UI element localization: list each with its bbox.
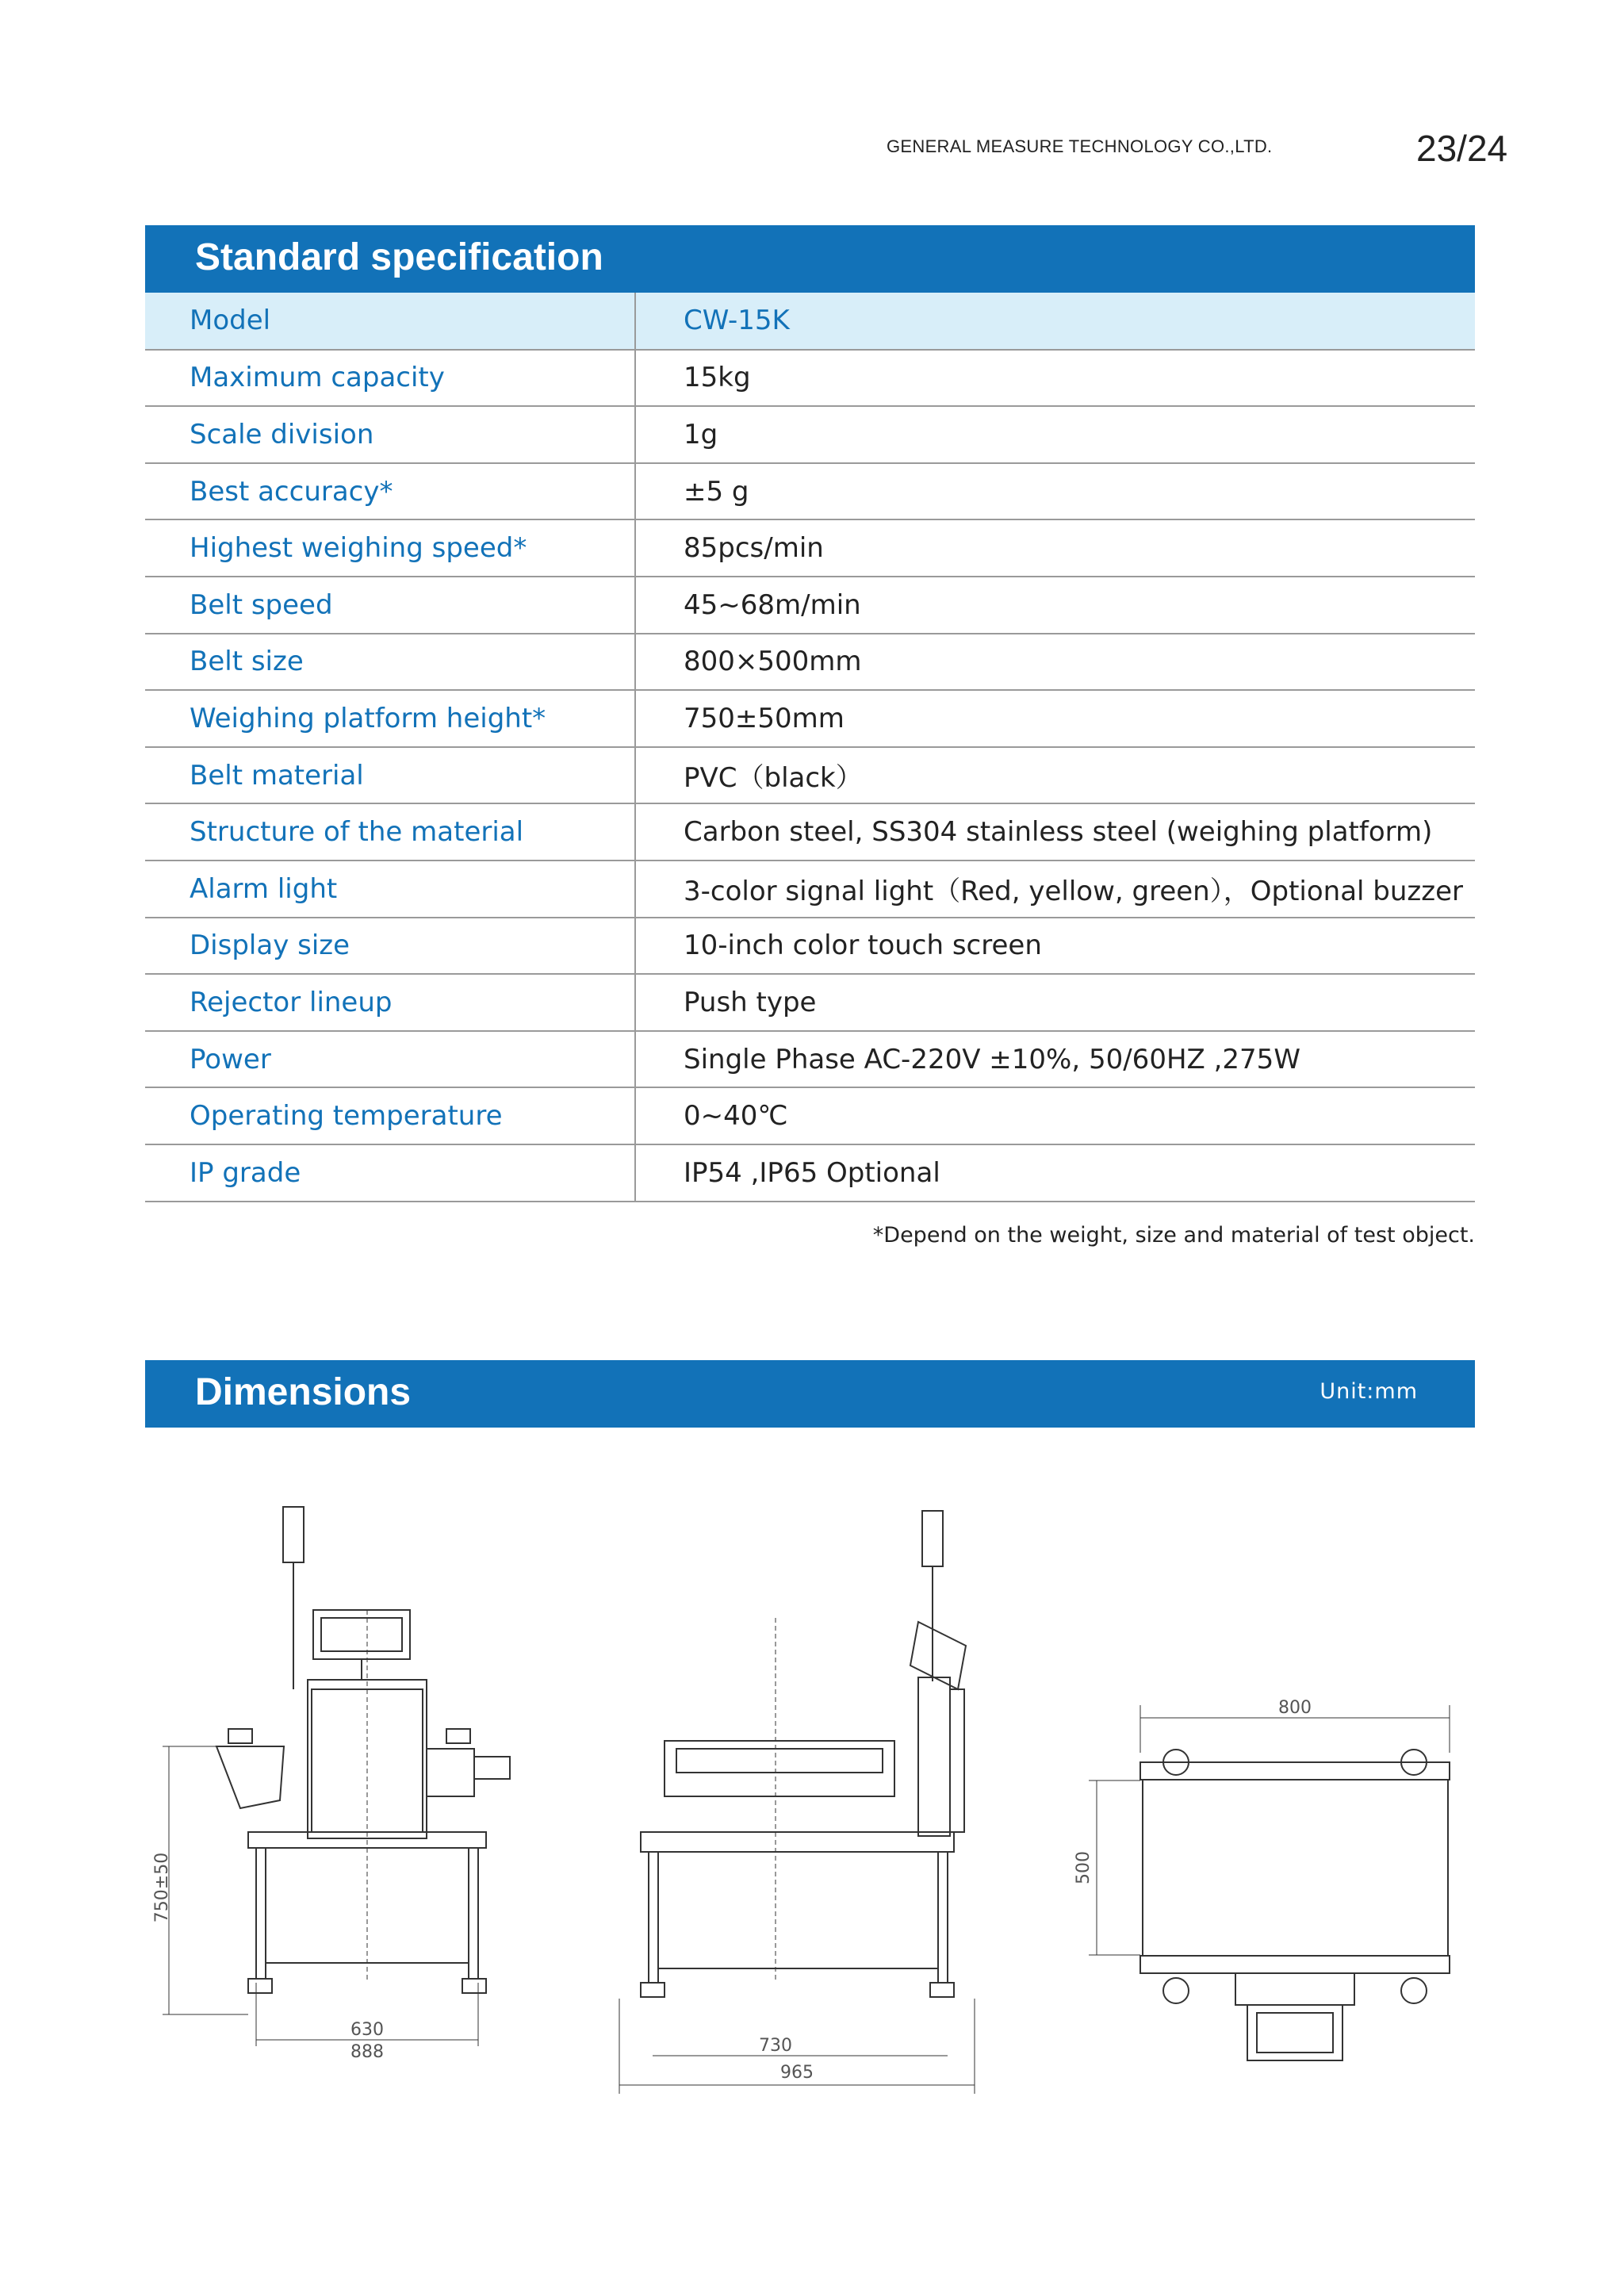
spec-value: 800×500mm [635,634,1475,691]
spec-row [145,974,1475,1031]
spec-value: 0~40℃ [635,1087,1475,1144]
spec-value: Single Phase AC-220V ±10%, 50/60HZ ,275W [635,1031,1475,1088]
dimensions-section-title: Dimensions [195,1371,412,1413]
spec-value: CW-15K [635,293,1475,350]
spec-row [145,463,1475,520]
spec-label: Structure of the material [145,803,635,861]
spec-row [145,406,1475,463]
spec-row [145,861,1475,918]
spec-table [145,293,1475,1202]
spec-label: Operating temperature [145,1087,635,1144]
spec-row [145,747,1475,804]
page-number: 23/24 [1416,128,1508,169]
spec-row [145,690,1475,747]
spec-row [145,918,1475,975]
spec-label: Power [145,1031,635,1088]
company-name: GENERAL MEASURE TECHNOLOGY CO.,LTD. [887,136,1273,156]
front-outer-width: 888 [350,2042,384,2062]
spec-value: 750±50mm [635,690,1475,747]
spec-label: Alarm light [145,861,635,918]
spec-row [145,634,1475,691]
spec-label: IP grade [145,1144,635,1202]
spec-label: Scale division [145,406,635,463]
dimension-drawings [145,1467,1475,2125]
top-view-drawing [1074,1698,1450,2060]
side-inner-width: 730 [759,2036,792,2056]
spec-value: PVC（black） [635,747,1475,804]
top-belt-width: 500 [1074,1851,1094,1884]
spec-value: 45~68m/min [635,577,1475,634]
spec-label: Belt material [145,747,635,804]
spec-section-header [145,225,1475,293]
spec-value: 15kg [635,350,1475,407]
spec-value: 3-color signal light（Red, yellow, green），Optional buzzer [635,861,1475,918]
spec-row [145,519,1475,577]
spec-row [145,803,1475,861]
spec-label: Weighing platform height* [145,690,635,747]
spec-row [145,577,1475,634]
spec-label: Display size [145,918,635,975]
spec-label: Belt speed [145,577,635,634]
spec-label: Best accuracy* [145,463,635,520]
spec-value: Push type [635,974,1475,1031]
spec-value: 10-inch color touch screen [635,918,1475,975]
top-belt-length: 800 [1278,1698,1312,1718]
side-outer-width: 965 [780,2063,814,2083]
spec-section-title: Standard specification [195,236,603,278]
spec-label: Rejector lineup [145,974,635,1031]
footnote: *Depend on the weight, size and material of test object. [872,1223,1475,1248]
dimensions-unit: Unit:mm [1320,1379,1418,1404]
spec-value: 85pcs/min [635,519,1475,577]
dimensions-section-header [145,1360,1475,1428]
front-height: 750±50 [152,1852,172,1923]
spec-header-row [145,293,1475,350]
spec-value: IP54 ,IP65 Optional [635,1144,1475,1202]
spec-value: Carbon steel, SS304 stainless steel (weighing platform) [635,803,1475,861]
spec-row [145,1087,1475,1144]
spec-row [145,350,1475,407]
spec-label: Model [145,293,635,350]
spec-value: 1g [635,406,1475,463]
spec-label: Maximum capacity [145,350,635,407]
front-view-drawing [152,1507,510,2062]
side-view-drawing [619,1511,975,2094]
spec-label: Belt size [145,634,635,691]
spec-value: ±5 g [635,463,1475,520]
spec-row [145,1144,1475,1202]
front-inner-width: 630 [350,2020,384,2040]
spec-label: Highest weighing speed* [145,519,635,577]
spec-row [145,1031,1475,1088]
